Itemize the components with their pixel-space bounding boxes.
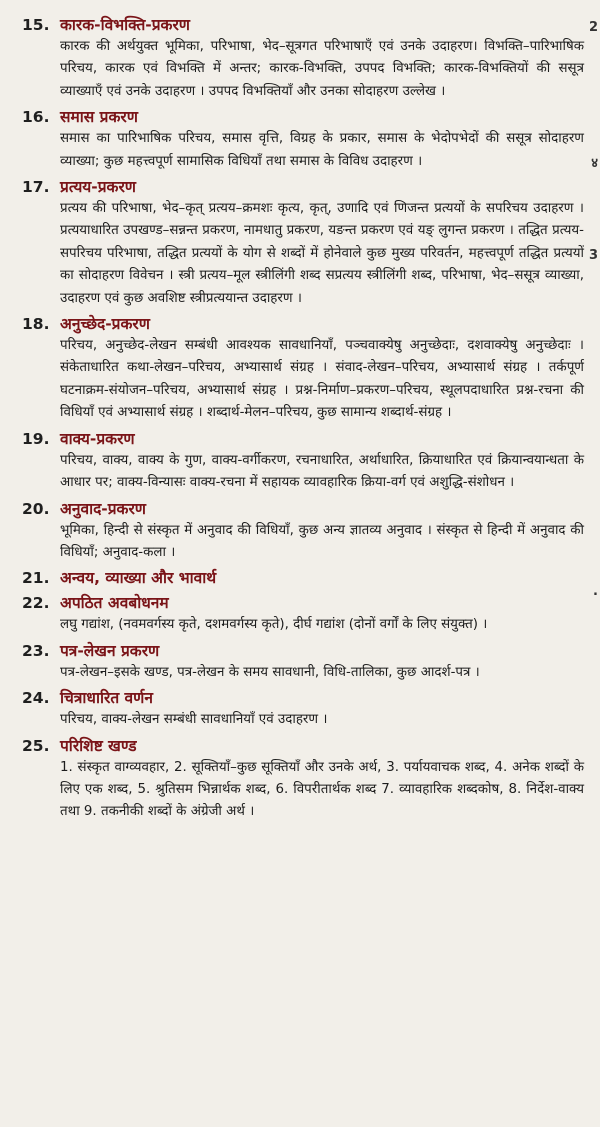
section-body: 1. संस्कृत वाग्व्यवहार, 2. सूक्तियाँ–कुछ सूक्तियाँ और उनके अर्थ, 3. पर्यायवाचक शब्द, 4. अनेक शब्दों के लिए एक शब्द, 5. श्रुतिसम भिन्नार्थक शब्द, 6. विपरीतार्थक शब्द 7. व्यावहारिक शब्दकोष, 8. निर्देश-वाक्य तथा 9. तकनीकी शब्दों के अंग्रेजी अर्थ । <box>60 759 584 820</box>
margin-number: ४ <box>591 156 598 171</box>
section-heading <box>22 735 584 757</box>
section-number: 17. <box>22 178 50 197</box>
section-number: 25. <box>22 736 50 755</box>
margin-number: 3 <box>588 248 598 263</box>
margin-number: 2 <box>588 20 598 35</box>
section-apathit <box>22 592 584 636</box>
section-title: पत्र-लेखन प्रकरण <box>60 641 160 660</box>
section-heading <box>22 14 584 36</box>
section-anuvad <box>22 498 584 565</box>
section-body: परिचय, वाक्य-लेखन सम्बंधी सावधानियाँ एवं उदाहरण । <box>60 712 328 728</box>
section-title: अपठित अवबोधनम <box>60 594 169 613</box>
section-title: परिशिष्ट खण्ड <box>60 736 137 755</box>
section-title: अनुवाद-प्रकरण <box>60 499 147 518</box>
section-title: प्रत्यय-प्रकरण <box>60 178 136 197</box>
section-samas <box>22 106 584 173</box>
section-number: 20. <box>22 499 50 518</box>
section-title: समास प्रकरण <box>60 108 138 127</box>
section-parishisht <box>22 735 584 824</box>
section-heading <box>22 313 584 335</box>
section-body: भूमिका, हिन्दी से संस्कृत में अनुवाद की विधियाँ, कुछ अन्य ज्ञातव्य अनुवाद । संस्कृत से हिन्दी में अनुवाद की विधियाँ; अनुवाद-कला । <box>60 522 584 560</box>
section-number: 22. <box>22 594 50 613</box>
section-patra-lekhan <box>22 640 584 684</box>
section-body: परिचय, अनुच्छेद-लेखन सम्बंधी आवश्यक सावधानियाँ, पञ्चवाक्येषु अनुच्छेदाः, दशवाक्येषु अनुच्छेदाः । संकेताधारित कथा-लेखन–परिचय, अभ्यासार्थ संग्रह । संवाद-लेखन–परिचय, अभ्यासार्थ संग्रह । तर्कपूर्ण घटनाक्रम-संयोजन–परिचय, अभ्यासार्थ संग्रह । प्रश्न-निर्माण–प्रकरण–परिचय, स्थूलपदाधारित प्रश्न-रचना की विधियाँ एवं अभ्यासार्थ संग्रह । शब्दार्थ-मेलन–परिचय, कुछ सामान्य शब्दार्थ-संग्रह । <box>60 338 584 421</box>
section-body: प्रत्यय की परिभाषा, भेद–कृत् प्रत्यय–क्रमशः कृत्य, कृत्, उणादि एवं णिजन्त प्रत्ययों के सपरिचय उदाहरण । प्रत्ययाधारित उपखण्ड–सन्नन्त प्रकरण, नामधातु प्रकरण, यङन्त प्रकरण एवं यङ् लुगन्त प्रकरण । तद्धित प्रत्यय-सपरिचय परिभाषा, तद्धित प्रत्ययों के योग से शब्दों में होनेवाले कुछ मुख्य परिवर्तन, महत्त्वपूर्ण तद्धित प्रत्ययों का सोदाहरण विवेचन । स्त्री प्रत्यय–मूल स्त्रीलिंगी शब्द सप्रत्यय स्त्रीलिंगी शब्द, परिभाषा, भेद–ससूत्र व्याख्या, उदाहरण एवं कुछ अवशिष्ट स्त्रीप्रत्ययान्त उदाहरण । <box>60 201 584 306</box>
section-heading <box>22 687 584 709</box>
section-title: कारक-विभक्ति-प्रकरण <box>60 16 190 34</box>
section-heading <box>22 106 584 128</box>
section-heading <box>22 567 584 589</box>
section-title: अनुच्छेद-प्रकरण <box>60 315 150 334</box>
section-chitradharit <box>22 687 584 731</box>
margin-number: . <box>593 584 598 599</box>
section-number: 24. <box>22 689 50 708</box>
section-anuchhed <box>22 313 584 425</box>
section-number: 16. <box>22 108 50 127</box>
section-number: 19. <box>22 429 50 448</box>
section-karak-vibhakti <box>22 14 584 103</box>
section-body: कारक की अर्थयुक्त भूमिका, परिभाषा, भेद–सूत्रगत परिभाषाएँ एवं उनके उदाहरण। विभक्ति–पारिभाषिक परिचय, कारक एवं विभक्ति में अन्तर; कारक-विभक्ति, उपपद विभक्ति; कारक-विभक्तियों की ससूत्र व्याख्याएँ एवं उनके उदाहरण । उपपद विभक्तियाँ और उनका सोदाहरण उल्लेख । <box>60 39 584 99</box>
section-number: 21. <box>22 569 50 588</box>
section-heading <box>22 176 584 198</box>
section-title: चित्राधारित वर्णन <box>60 689 153 708</box>
section-heading <box>22 640 584 662</box>
section-number: 18. <box>22 315 50 334</box>
section-number: 23. <box>22 641 50 660</box>
section-title: वाक्य-प्रकरण <box>60 429 135 448</box>
section-heading <box>22 498 584 520</box>
section-pratyay <box>22 176 584 310</box>
section-body: पत्र-लेखन–इसके खण्ड, पत्र-लेखन के समय सावधानी, विधि-तालिका, कुछ आदर्श-पत्र । <box>60 664 480 680</box>
section-heading <box>22 428 584 450</box>
section-number: 15. <box>22 16 50 34</box>
section-body: समास का पारिभाषिक परिचय, समास वृत्ति, विग्रह के प्रकार, समास के भेदोपभेदों की ससूत्र सोदाहरण व्याख्या; कुछ महत्त्वपूर्ण सामासिक विधियाँ तथा समास के विविध उदाहरण । <box>60 131 584 169</box>
section-body: परिचय, वाक्य, वाक्य के गुण, वाक्य-वर्गीकरण, रचनाधारित, अर्थाधारित, क्रियाधारित एवं क्रियान्वयान्धता के आधार पर; वाक्य-विन्यासः वाक्य-रचना में सहायक व्यावहारिक क्रिया-वर्ग एवं अशुद्धि-संशोधन । <box>60 452 584 491</box>
section-heading <box>22 592 584 614</box>
section-vakya <box>22 428 584 495</box>
section-anvay <box>22 567 584 589</box>
section-body: लघु गद्यांश, (नवमवर्गस्य कृते, दशमवर्गस्य कृते), दीर्घ गद्यांश (दोनों वर्गों के लिए संयुक्त) । <box>60 617 488 633</box>
section-title: अन्वय, व्याख्या और भावार्थ <box>60 569 217 588</box>
